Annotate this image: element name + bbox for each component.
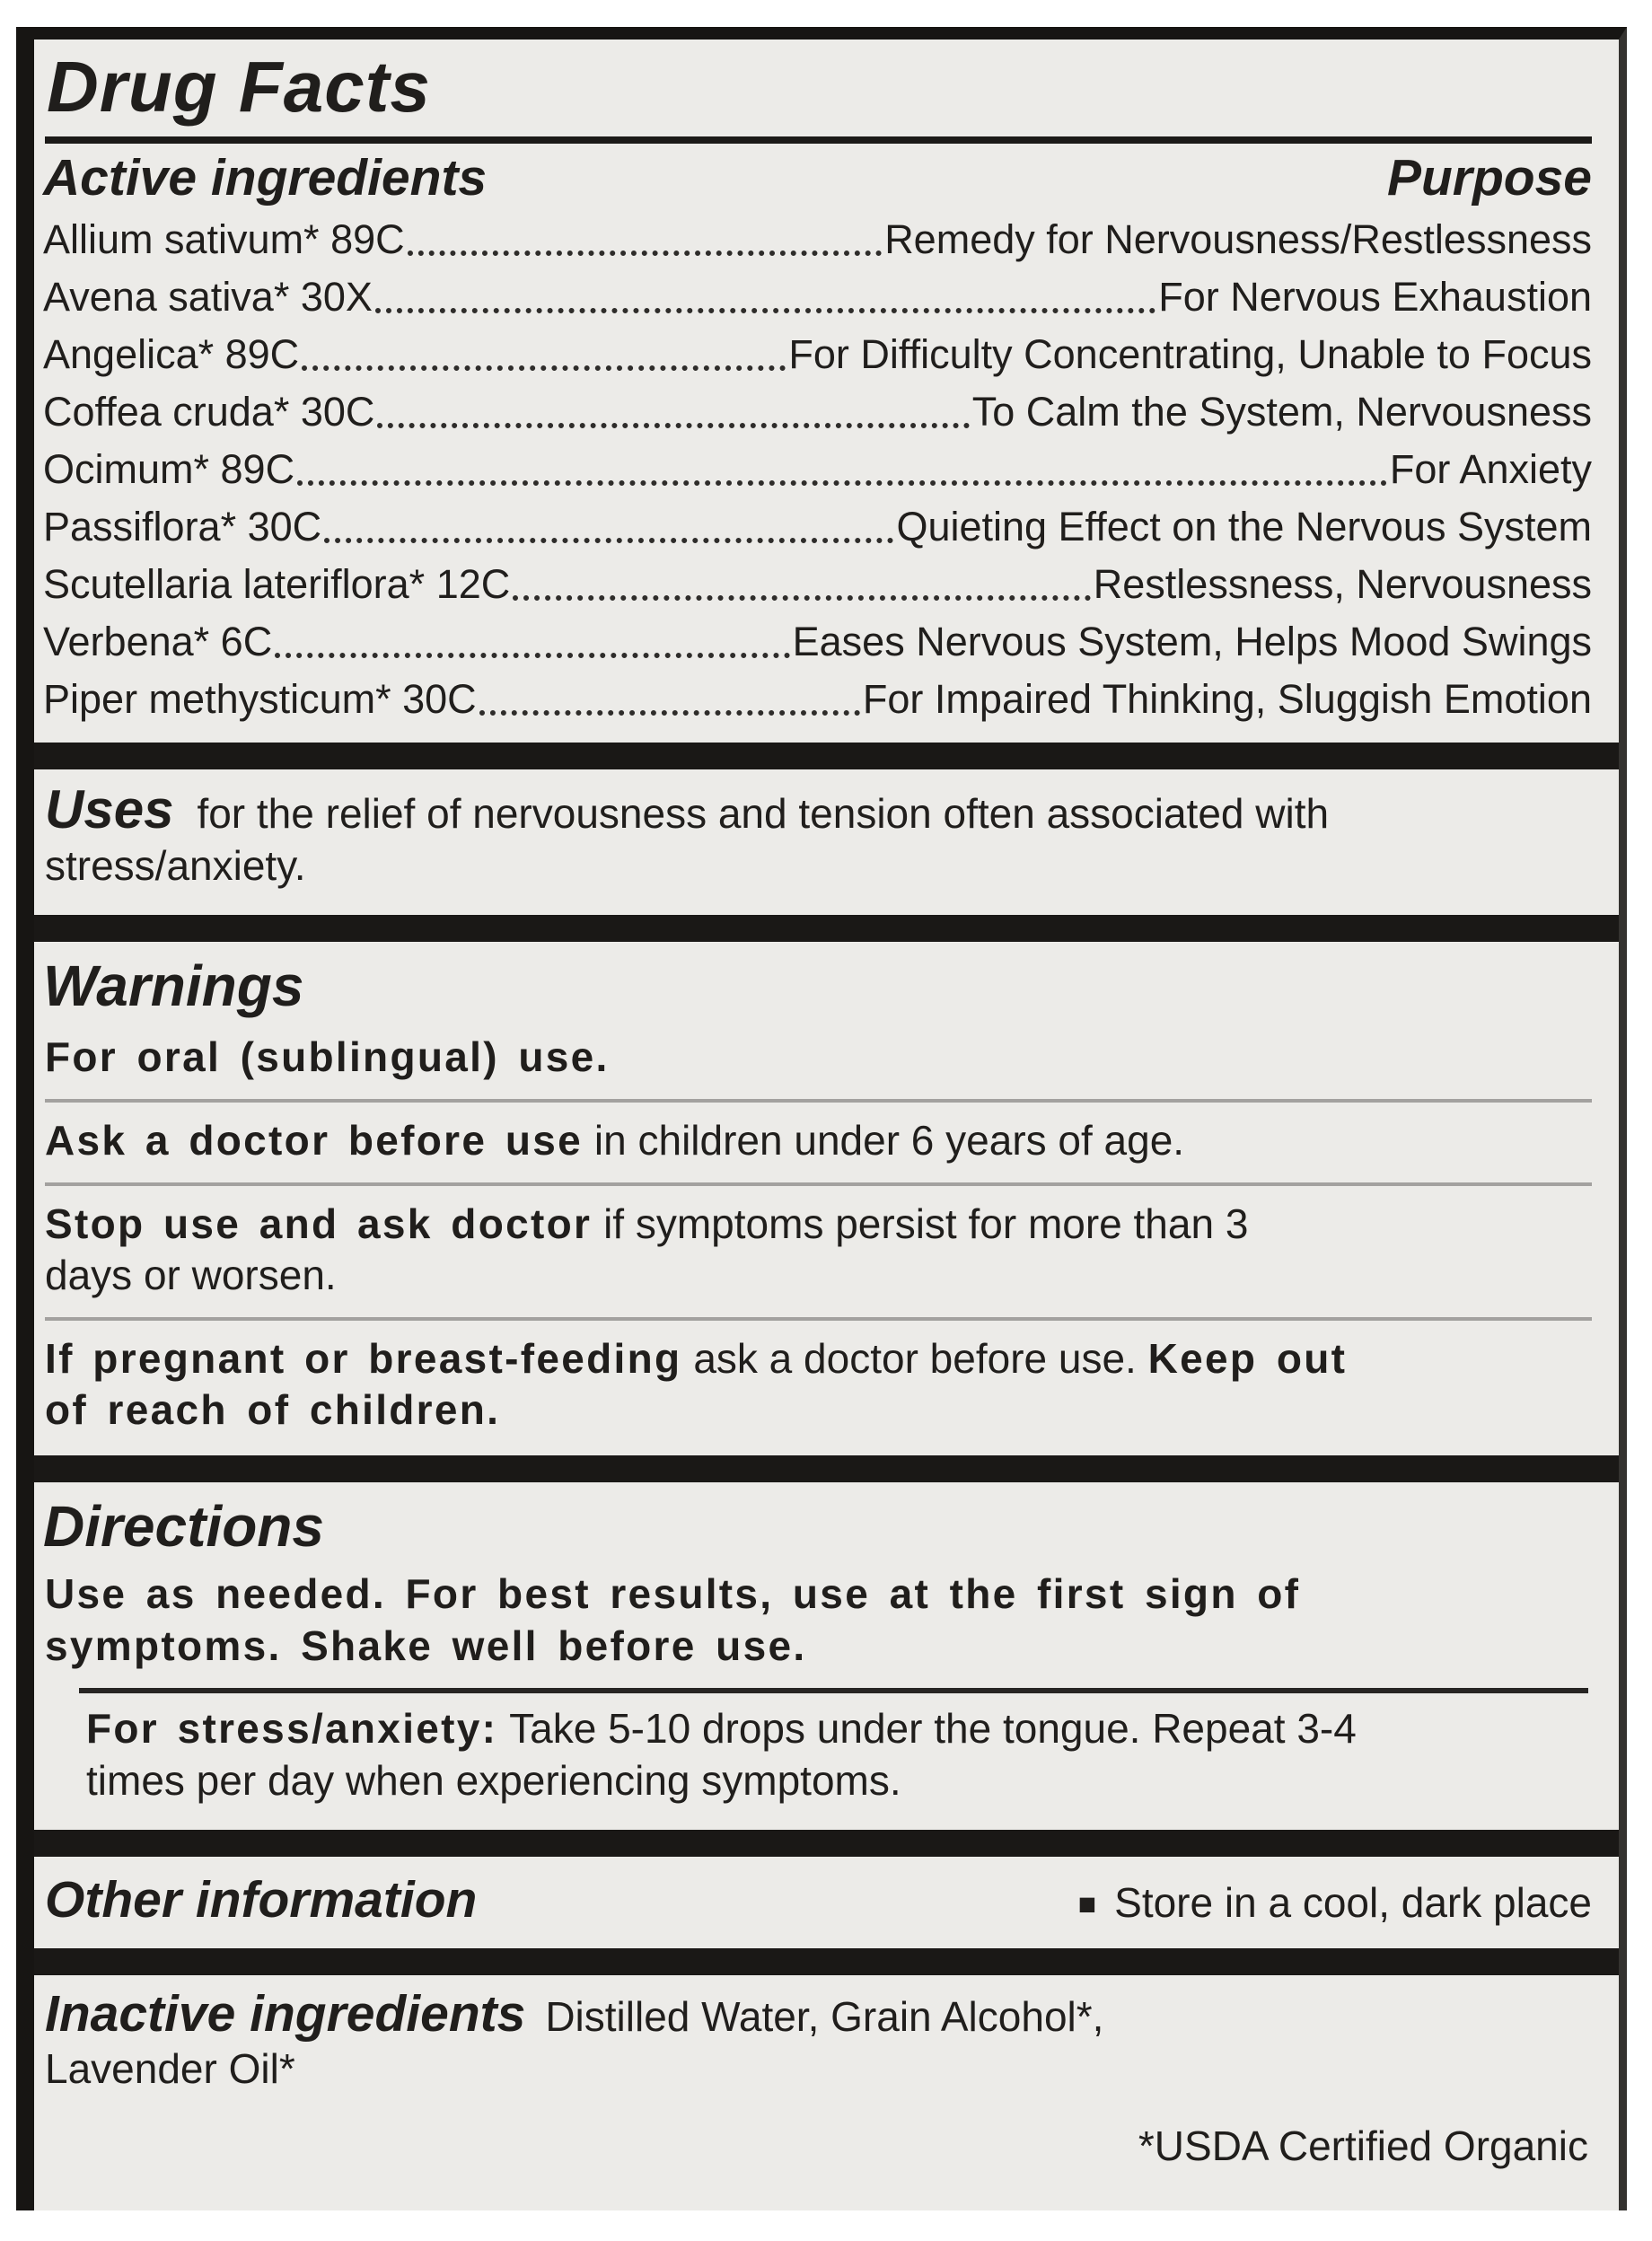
inactive-section bbox=[34, 1975, 1619, 2170]
ingredient-name: Scutellaria lateriflora* 12C bbox=[43, 561, 511, 608]
dot-leader bbox=[302, 365, 786, 371]
ingredient-row bbox=[43, 268, 1592, 326]
ingredient-name: Passiflora* 30C bbox=[43, 504, 322, 550]
warnings-section bbox=[34, 942, 1619, 1455]
warning-keep-out: Keep out of reach of children. bbox=[45, 1335, 1348, 1434]
stress-dosage-rest: Take 5-10 drops under the tongue. Repeat 3-4 times per day when experiencing symptoms. bbox=[86, 1704, 1357, 1804]
ingredient-row bbox=[43, 498, 1592, 556]
square-bullet-icon: ■ bbox=[1077, 1886, 1097, 1921]
other-info-note bbox=[1078, 1877, 1592, 1932]
warning-ask-doctor bbox=[45, 1115, 1592, 1166]
warning-divider bbox=[45, 1317, 1592, 1321]
ingredient-purpose: For Anxiety bbox=[1389, 446, 1592, 493]
uses-paragraph bbox=[43, 769, 1432, 915]
warning-pregnant-rest: ask a doctor before use. bbox=[693, 1335, 1137, 1383]
warning-stop-use bbox=[45, 1199, 1311, 1301]
inactive-heading: Inactive ingredients bbox=[45, 1984, 526, 2043]
directions-section bbox=[34, 1482, 1619, 1829]
directions-main: Use as needed. For best results, use at the first sign of symptoms. Shake well before use. bbox=[45, 1569, 1301, 1669]
ingredient-name: Verbena* 6C bbox=[43, 619, 273, 665]
ingredient-name: Avena sativa* 30X bbox=[43, 274, 373, 321]
section-bar bbox=[34, 915, 1619, 942]
ingredients-list bbox=[43, 211, 1592, 743]
dot-leader bbox=[513, 595, 1091, 601]
ingredient-row bbox=[43, 671, 1592, 728]
page-title: Drug Facts bbox=[47, 47, 431, 127]
dot-leader bbox=[377, 423, 969, 428]
dot-leader bbox=[375, 308, 1156, 313]
other-info-heading: Other information bbox=[45, 1870, 478, 1929]
uses-heading: Uses bbox=[45, 779, 174, 840]
inactive-paragraph bbox=[43, 1975, 1592, 2095]
warning-divider bbox=[45, 1182, 1592, 1186]
section-bar bbox=[34, 743, 1619, 769]
ingredient-row bbox=[43, 556, 1592, 613]
warning-oral-use: For oral (sublingual) use. bbox=[45, 1033, 610, 1081]
ingredient-name: Allium sativum* 89C bbox=[43, 216, 405, 263]
label-header bbox=[34, 40, 1619, 743]
dot-leader bbox=[324, 538, 893, 543]
ingredient-purpose: Quieting Effect on the Nervous System bbox=[896, 504, 1592, 550]
ingredient-purpose: Restlessness, Nervousness bbox=[1093, 561, 1592, 608]
ingredient-row bbox=[43, 211, 1592, 268]
title-divider bbox=[45, 136, 1592, 144]
directions-heading: Directions bbox=[43, 1494, 324, 1560]
purpose-heading: Purpose bbox=[1386, 148, 1592, 207]
dot-leader bbox=[297, 480, 1387, 486]
warning-stop-rest: if symptoms persist for more than 3 days or worsen. bbox=[45, 1200, 1249, 1299]
ingredient-purpose: For Difficulty Concentrating, Unable to Focus bbox=[788, 331, 1592, 378]
warning-ask-rest: in children under 6 years of age. bbox=[593, 1117, 1185, 1164]
stress-dosage-lead: For stress/anxiety: bbox=[86, 1704, 498, 1752]
uses-body: for the relief of nervousness and tension often associated with stress/anxiety. bbox=[45, 790, 1330, 890]
ingredient-purpose: Eases Nervous System, Helps Mood Swings bbox=[792, 619, 1592, 665]
warning-pregnant bbox=[45, 1333, 1392, 1436]
ingredient-name: Ocimum* 89C bbox=[43, 446, 295, 493]
ingredient-name: Piper methysticum* 30C bbox=[43, 676, 477, 723]
ingredient-row bbox=[43, 383, 1592, 441]
warning-divider bbox=[45, 1099, 1592, 1103]
ingredient-row bbox=[43, 613, 1592, 671]
warning-ask-lead: Ask a doctor before use bbox=[45, 1117, 584, 1164]
ingredient-name: Coffea cruda* 30C bbox=[43, 389, 375, 435]
section-bar bbox=[34, 1455, 1619, 1482]
dot-leader bbox=[479, 710, 860, 716]
warnings-heading: Warnings bbox=[43, 954, 304, 1019]
dot-leader bbox=[408, 250, 883, 256]
inactive-line: Distilled Water, Grain Alcohol*, bbox=[545, 1992, 1104, 2040]
other-info-section bbox=[34, 1857, 1619, 1948]
ingredient-purpose: Remedy for Nervousness/Restlessness bbox=[884, 216, 1592, 263]
stress-dosage bbox=[86, 1702, 1415, 1830]
uses-section bbox=[34, 769, 1619, 915]
ingredient-row bbox=[43, 326, 1592, 383]
section-bar bbox=[34, 1948, 1619, 1975]
ingredient-purpose: To Calm the System, Nervousness bbox=[971, 389, 1592, 435]
other-info-text: Store in a cool, dark place bbox=[1114, 1878, 1592, 1926]
warning-stop-lead: Stop use and ask doctor bbox=[45, 1200, 593, 1248]
drug-facts-label bbox=[16, 27, 1627, 2210]
ingredient-row bbox=[43, 441, 1592, 498]
dot-leader bbox=[275, 653, 789, 658]
directions-divider bbox=[79, 1688, 1588, 1693]
ingredient-purpose: For Impaired Thinking, Sluggish Emotion bbox=[862, 676, 1592, 723]
inactive-line: Lavender Oil* bbox=[45, 2044, 295, 2092]
usda-footnote: *USDA Certified Organic bbox=[1138, 2122, 1588, 2169]
ingredient-purpose: For Nervous Exhaustion bbox=[1158, 274, 1592, 321]
active-ingredients-heading: Active ingredients bbox=[43, 148, 488, 207]
warning-pregnant-lead: If pregnant or breast-feeding bbox=[45, 1335, 682, 1383]
ingredient-name: Angelica* 89C bbox=[43, 331, 300, 378]
section-bar bbox=[34, 1830, 1619, 1857]
